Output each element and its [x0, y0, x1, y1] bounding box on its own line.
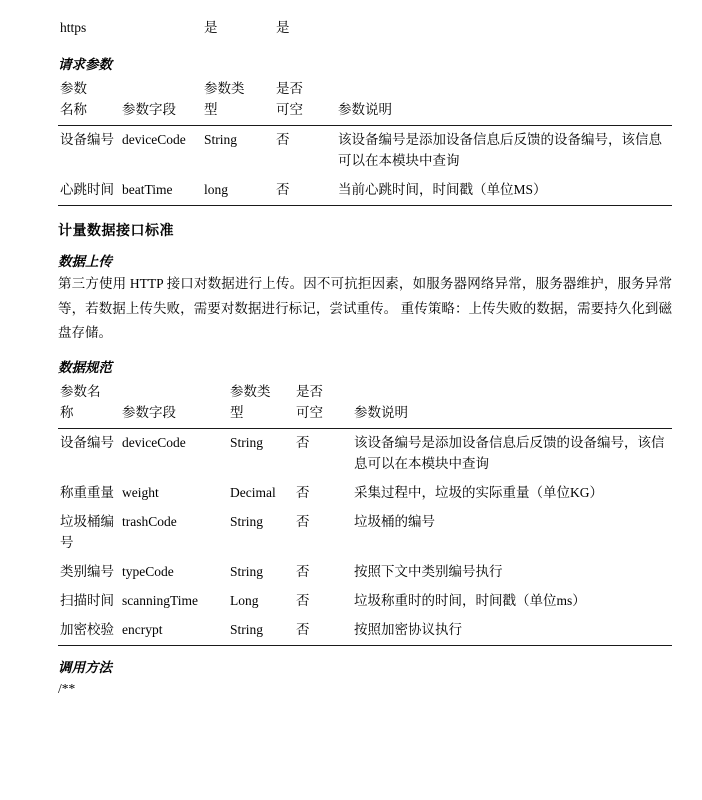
header-param-field: 参数字段: [122, 405, 176, 421]
cell-param-nullable: 否: [296, 485, 310, 501]
table-row: [58, 558, 672, 587]
data-upload-title: 数据上传: [58, 253, 112, 269]
header-nullable: [294, 378, 352, 428]
table-row: [58, 14, 672, 43]
table-row: [58, 508, 672, 558]
cell-param-type: String: [230, 563, 264, 579]
cell-param-nullable: 否: [296, 563, 310, 579]
header-nullable-line2: 可空: [296, 405, 323, 421]
cell-param-field: encrypt: [120, 616, 228, 645]
cell-yes-2: 是: [276, 20, 290, 35]
header-desc: 参数说明: [354, 405, 408, 421]
cell-yes-1: 是: [204, 20, 218, 35]
cell-param-name: 垃圾桶编号: [60, 514, 114, 550]
cell-param-field: deviceCode: [120, 429, 228, 479]
cell-param-desc: 采集过程中，垃圾的实际重量（单位KG）: [354, 485, 603, 501]
cell-param-desc: 垃圾称重时的时间，时间戳（单位ms）: [354, 592, 586, 608]
header-param-name: [58, 378, 120, 428]
cell-param-field: trashCode: [122, 514, 177, 530]
cell-param-desc: 垃圾桶的编号: [354, 514, 435, 530]
cell-param-field: weight: [122, 485, 159, 501]
data-upload-paragraph: 第三方使用 HTTP 接口对数据进行上传。因不可抗拒因素，如服务器网络异常，服务器维护，服务异常等，若数据上传失败，需要对数据进行标记，尝试重传。 重传策略：上传失败的数据，需要持久化到磁盘存储。: [58, 275, 672, 341]
cell-param-desc: 该设备编号是添加设备信息后反馈的设备编号，该信息可以在本模块中查询: [336, 125, 672, 175]
cell-param-nullable: 否: [274, 176, 336, 205]
cell-param-name: 类别编号: [60, 563, 114, 579]
table-row: [58, 587, 672, 616]
header-nullable: [274, 75, 336, 125]
cell-param-name: 称重重量: [60, 485, 114, 501]
header-param-name-line2: 名称: [60, 101, 87, 117]
header-param-field: 参数字段: [122, 101, 176, 117]
table-row: [58, 176, 672, 205]
cell-param-field: deviceCode: [120, 125, 202, 175]
cell-param-type: String: [202, 125, 274, 175]
header-nullable-line1: 是否: [296, 384, 323, 400]
cell-param-type: String: [228, 616, 294, 645]
cell-param-nullable: 否: [294, 429, 352, 479]
table-row: [58, 429, 672, 479]
header-desc: 参数说明: [338, 101, 392, 117]
cell-param-field: beatTime: [120, 176, 202, 205]
cell-param-type: String: [228, 429, 294, 479]
call-method-title: 调用方法: [58, 659, 112, 675]
header-param-name-line2: 称: [60, 405, 74, 421]
header-param-type: [202, 75, 274, 125]
cell-param-type: String: [230, 514, 264, 530]
request-params-title: 请求参数: [58, 56, 112, 72]
cell-param-desc: 该设备编号是添加设备信息后反馈的设备编号，该信息可以在本模块中查询: [352, 429, 672, 479]
cell-param-type: Decimal: [230, 485, 276, 501]
cell-param-nullable: 否: [296, 514, 310, 530]
cell-param-desc: 当前心跳时间，时间戳（单位MS）: [336, 176, 672, 205]
cell-param-name: 设备编号: [58, 429, 120, 479]
cell-param-nullable: 否: [274, 125, 336, 175]
table-row: [58, 616, 672, 645]
cell-param-type: Long: [230, 592, 259, 608]
header-nullable-line1: 是否: [276, 80, 303, 96]
cell-param-type: long: [202, 176, 274, 205]
cell-param-field: scanningTime: [122, 592, 199, 608]
cell-param-nullable: 否: [294, 616, 352, 645]
cell-param-field: typeCode: [122, 563, 174, 579]
header-param-name: [58, 75, 120, 125]
header-param-type-line1: 参数类: [230, 384, 271, 400]
header-param-name-line1: 参数名: [60, 384, 101, 400]
table-row: [58, 479, 672, 508]
table-header-row: [58, 378, 672, 428]
cell-param-desc: 按照加密协议执行: [352, 616, 672, 645]
header-param-type-line2: 型: [204, 101, 218, 117]
table-header-row: [58, 75, 672, 125]
cell-param-nullable: 否: [296, 592, 310, 608]
header-param-name-line1: 参数: [60, 80, 87, 96]
table-row: [58, 125, 672, 175]
cell-param-name: 加密校验: [58, 616, 120, 645]
cell-param-desc: 按照下文中类别编号执行: [354, 563, 503, 579]
header-param-type: [228, 378, 294, 428]
top-partial-table: [58, 14, 672, 43]
cell-param-name: 心跳时间: [58, 176, 120, 205]
section-title: 计量数据接口标准: [58, 223, 174, 239]
header-param-type-line1: 参数类: [204, 80, 245, 96]
header-param-type-line2: 型: [230, 405, 244, 421]
data-spec-table: [58, 378, 672, 645]
cell-blank: [120, 14, 202, 43]
cell-param-name: 扫描时间: [60, 592, 114, 608]
data-spec-title: 数据规范: [58, 360, 112, 376]
code-line: /**: [58, 680, 76, 696]
cell-param-name: 设备编号: [58, 125, 120, 175]
request-params-table: [58, 75, 672, 206]
cell-protocol: https: [60, 20, 87, 35]
header-nullable-line2: 可空: [276, 101, 303, 117]
cell-blank-2: [348, 14, 672, 43]
